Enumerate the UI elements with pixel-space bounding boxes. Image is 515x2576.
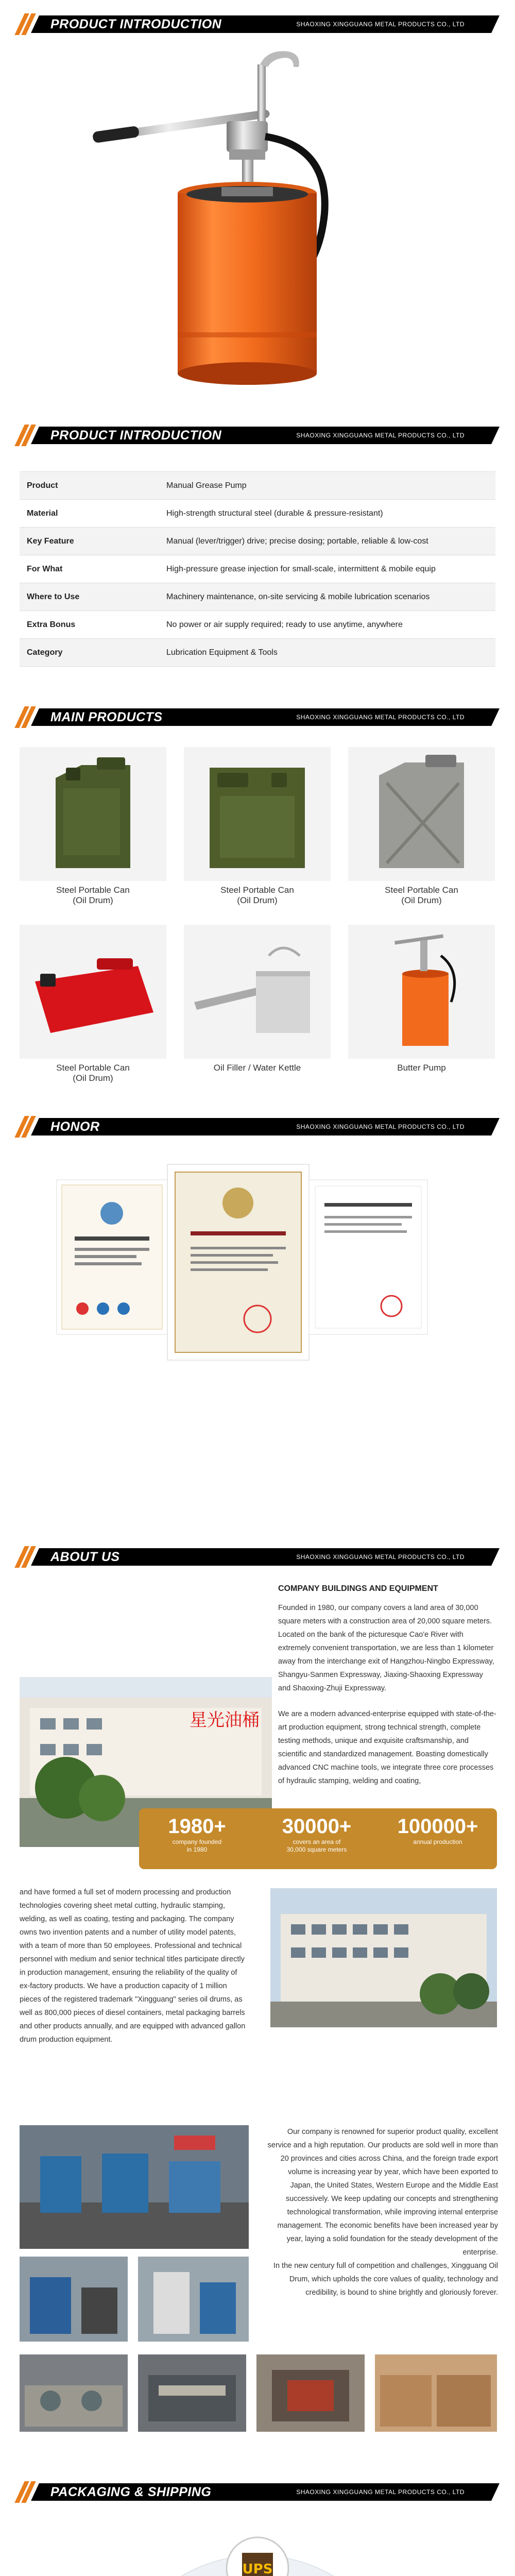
spec-value: Manual (lever/trigger) drive; precise dosing; portable, reliable & low-cost: [159, 528, 495, 555]
company-name: SHAOXING XINGGUANG METAL PRODUCTS CO., LTD: [296, 1553, 465, 1561]
stat-number: 1980+: [168, 1815, 226, 1838]
product-label: Steel Portable Can (Oil Drum): [385, 885, 458, 905]
stat-area: [265, 1815, 368, 1854]
production-photo-1: [20, 2354, 128, 2432]
about-heading: COMPANY BUILDINGS AND EQUIPMENT: [278, 1584, 438, 1593]
stat-number: 30000+: [282, 1815, 352, 1838]
ups-logo-text: UPS: [242, 2562, 273, 2576]
spec-key: Category: [20, 639, 159, 667]
shipping-carriers-image: [0, 2519, 515, 2576]
office-building-image: [270, 1888, 497, 2027]
section-title: ABOUT US: [50, 1550, 120, 1564]
table-row: [20, 555, 495, 583]
honor-certificates-image: [0, 1159, 515, 1381]
spec-key: Where to Use: [20, 583, 159, 611]
company-name: SHAOXING XINGGUANG METAL PRODUCTS CO., LTD: [296, 1123, 465, 1130]
section-header-packaging: [20, 2478, 495, 2506]
production-photo-3: [256, 2354, 365, 2432]
butter-pump-image: [348, 925, 495, 1059]
spec-value: High-strength structural steel (durable & pressure-resistant): [159, 500, 495, 528]
table-row: [20, 583, 495, 611]
product-label: Oil Filler / Water Kettle: [213, 1063, 301, 1073]
section-header-honor: [20, 1113, 495, 1141]
stat-caption: company founded in 1980: [172, 1838, 222, 1853]
stats-box: [139, 1808, 497, 1869]
spec-key: For What: [20, 555, 159, 583]
company-name: SHAOXING XINGGUANG METAL PRODUCTS CO., LTD: [296, 2488, 465, 2496]
spec-key: Extra Bonus: [20, 611, 159, 639]
about-paragraph-1: Founded in 1980, our company covers a land area of 30,000 square meters with a construction area of 20,000 square meters. Located on the bank of the picturesque Cao'e River with extremely convenient transportation, we are less than 1 kilometer away from the interchange exit of Hangzhou-Ningbo Expressway, Shangyu-Sanmen Expressway, Jiaxing-Shaoxing Expressway and Shaoxing-Zhuji Expressway.: [278, 1604, 494, 1692]
spec-key: Key Feature: [20, 528, 159, 555]
section-title: HONOR: [50, 1120, 100, 1134]
spec-value: Manual Grease Pump: [159, 472, 495, 500]
section-header-product-intro-2: [20, 421, 495, 449]
company-name: SHAOXING XINGGUANG METAL PRODUCTS CO., LTD: [296, 432, 465, 439]
machine-photo-1: [20, 2257, 128, 2342]
company-name: SHAOXING XINGGUANG METAL PRODUCTS CO., LTD: [296, 714, 465, 721]
warehouse-photo: [375, 2354, 497, 2432]
section-title: PRODUCT INTRODUCTION: [50, 17, 222, 31]
section-title: PACKAGING & SHIPPING: [50, 2485, 212, 2499]
table-row: [20, 611, 495, 639]
spec-key: Product: [20, 472, 159, 500]
building-sign: 星光油桶: [190, 1710, 260, 1731]
about-paragraph-4: Our company is renowned for superior product quality, excellent service and a high reputation. Our products are sold well in more than 20 provinces and cities across China, and the foreign trade export volume is increasing year by year, which have been exported to Japan, the United States, Western Europe and the Middle East successively. We keep updating our concepts and strengthening technological transformation, while improving internal enterprise management. The economic benefits have been increased year by year, laying a solid foundation for the steady development of the enterprise.: [267, 2128, 498, 2257]
section-header-about-us: [20, 1543, 495, 1571]
machine-photo-2: [138, 2257, 249, 2342]
section-header-main-products: [20, 703, 495, 731]
oil-drum-green-image: [20, 747, 166, 881]
workshop-photo: [20, 2125, 249, 2249]
section-header-product-intro-1: [20, 10, 495, 38]
spec-key: Material: [20, 500, 159, 528]
production-photo-2: [138, 2354, 246, 2432]
stat-number: 100000+: [397, 1815, 478, 1838]
spec-value: Lubrication Equipment & Tools: [159, 639, 495, 667]
about-paragraph-3: and have formed a full set of modern processing and production technologies covering sheet metal cutting, hydraulic stamping, welding, as well as coating, testing and packaging. The company owns two invention patents and a number of utility model patents, with a team of more than 50 employees. Professional and technical personnel with medium and senior technical titles participate directly in production management, ensuring the reliability of the quality of ex-factory products. We have a production capacity of 1 million pieces of the registered trademark "Xingguang" series oil drums, as well as 800,000 pieces of diesel containers, metal packaging barrels and other products annually, and are equipped with advanced gallon drum production equipment.: [20, 1888, 246, 2044]
stat-caption: annual production: [413, 1838, 462, 1845]
about-paragraph-5: In the new century full of competition and challenges, Xingguang Oil Drum, which upholds the core values of quality, technology and credibility, is bound to shine brightly and gloriously forever.: [273, 2262, 498, 2297]
water-kettle-image: [184, 925, 331, 1059]
grease-pump-hero-image: [0, 44, 515, 399]
product-label: Butter Pump: [397, 1063, 446, 1073]
section-title: PRODUCT INTRODUCTION: [50, 428, 222, 443]
table-row: [20, 639, 495, 667]
table-row: [20, 472, 495, 500]
table-row: [20, 500, 495, 528]
section-title: MAIN PRODUCTS: [50, 710, 163, 724]
spec-value: High-pressure grease injection for small-scale, intermittent & mobile equip: [159, 555, 495, 583]
stat-production: [381, 1815, 494, 1846]
stat-caption: covers an area of 30,000 square meters: [286, 1838, 347, 1853]
product-label: Steel Portable Can (Oil Drum): [220, 885, 294, 905]
spec-value: No power or air supply required; ready to use anytime, anywhere: [159, 611, 495, 639]
table-row: [20, 528, 495, 555]
oil-drum-olive-image: [184, 747, 331, 881]
about-paragraph-2: We are a modern advanced-enterprise equipped with state-of-the-art production equipment, strong technical strength, complete testing methods, unique and exquisite craftsmanship, and scientific and standardized management. Boasting domestically advanced CNC machine tools, we integrate three core processes of hydraulic stamping, welding and coating,: [278, 1710, 496, 1785]
stat-founded: [147, 1815, 247, 1854]
oil-drum-steel-image: [348, 747, 495, 881]
product-label: Steel Portable Can (Oil Drum): [56, 1063, 130, 1083]
oil-drum-red-image: [20, 925, 166, 1059]
spec-table: [20, 471, 495, 667]
company-name: SHAOXING XINGGUANG METAL PRODUCTS CO., LTD: [296, 21, 465, 28]
spec-value: Machinery maintenance, on-site servicing & mobile lubrication scenarios: [159, 583, 495, 611]
product-label: Steel Portable Can (Oil Drum): [56, 885, 130, 905]
